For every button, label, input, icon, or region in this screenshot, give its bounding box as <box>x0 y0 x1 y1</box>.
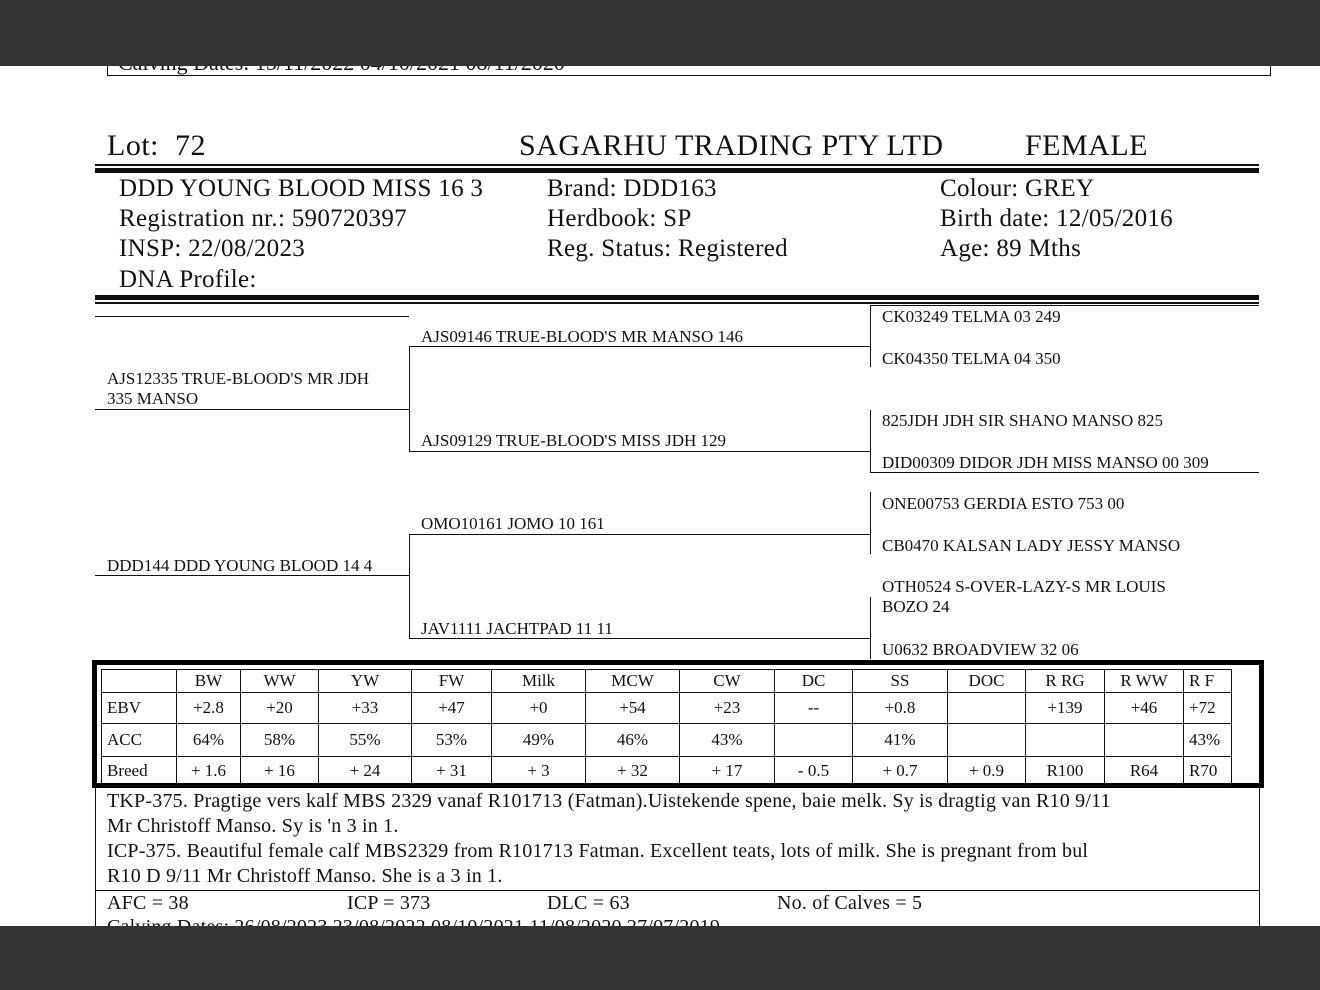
ebv-cell: - 0.5 <box>775 757 853 786</box>
ebv-cell: FW <box>412 670 492 693</box>
ebv-cell <box>1105 724 1184 757</box>
afc-stat: AFC = 38 <box>107 892 189 914</box>
ebv-cell: +47 <box>412 693 492 724</box>
header-rule-thick <box>95 168 1259 173</box>
ebv-cell: R WW <box>1105 670 1184 693</box>
ebv-cell: +33 <box>319 693 412 724</box>
ebv-cell: +0 <box>492 693 586 724</box>
ebv-row <box>102 757 1232 786</box>
ebv-cell: 55% <box>319 724 412 757</box>
ebv-cell <box>948 693 1026 724</box>
pedigree-dam: DDD144 DDD YOUNG BLOOD 14 4 <box>107 556 373 575</box>
pedigree-ggp-2: CK04350 TELMA 04 350 <box>882 349 1061 368</box>
comment-english-line2: R10 D 9/11 Mr Christoff Manso. She is a 3 in 1. <box>107 865 503 887</box>
ebv-cell: +46 <box>1105 693 1184 724</box>
ebv-cell <box>948 724 1026 757</box>
header-rule-thin <box>95 164 1259 166</box>
ebv-row-label: ACC <box>102 724 177 757</box>
pedigree-line <box>870 410 871 472</box>
details-rule-thick <box>95 295 1259 300</box>
pedigree-line <box>409 534 410 638</box>
ebv-table <box>101 669 1232 786</box>
comment-box-left <box>95 788 96 928</box>
pedigree-sire-sire: AJS09146 TRUE-BLOOD'S MR MANSO 146 <box>421 327 744 346</box>
pedigree-sire: AJS12335 TRUE-BLOOD'S MR JDH 335 MANSO <box>107 369 370 408</box>
ebv-cell: Milk <box>492 670 586 693</box>
ebv-cell: + 17 <box>680 757 775 786</box>
pedigree-ggp-3: 825JDH JDH SIR SHANO MANSO 825 <box>882 411 1164 430</box>
pedigree-line <box>870 305 1259 306</box>
pedigree-line <box>870 597 871 659</box>
ebv-cell: DC <box>775 670 853 693</box>
pedigree-dam-sire: OMO10161 JOMO 10 161 <box>421 514 605 533</box>
calves-stat: No. of Calves = 5 <box>777 892 923 914</box>
colour: Colour: GREY <box>940 175 1095 202</box>
ebv-cell: 43% <box>1184 724 1232 757</box>
ebv-cell: + 32 <box>586 757 680 786</box>
ebv-table-frame <box>92 660 1264 788</box>
ebv-row-label: EBV <box>102 693 177 724</box>
ebv-cell: BW <box>177 670 241 693</box>
comment-box-right <box>1259 788 1260 928</box>
ebv-cell: R64 <box>1105 757 1184 786</box>
comment-afrikaans-line2: Mr Christoff Manso. Sy is 'n 3 in 1. <box>107 815 399 837</box>
ebv-cell: 53% <box>412 724 492 757</box>
lot-label-text: Lot: <box>107 129 159 162</box>
pedigree-ggp-4: DID00309 DIDOR JDH MISS MANSO 00 309 <box>882 453 1209 472</box>
pedigree-ggp-6: CB0470 KALSAN LADY JESSY MANSO <box>882 536 1181 555</box>
ebv-row <box>102 724 1232 757</box>
ebv-cell: + 0.9 <box>948 757 1026 786</box>
age: Age: 89 Mths <box>940 235 1082 262</box>
viewer-bottom-bar <box>0 926 1320 990</box>
pedigree-ggp-1: CK03249 TELMA 03 249 <box>882 307 1061 326</box>
dna-profile: DNA Profile: <box>119 266 257 293</box>
brand: Brand: DDD163 <box>547 175 717 202</box>
ebv-cell: +54 <box>586 693 680 724</box>
ebv-cell: 49% <box>492 724 586 757</box>
ebv-cell: + 31 <box>412 757 492 786</box>
lot-number: 72 <box>175 129 206 162</box>
pedigree-ggp-5: ONE00753 GERDIA ESTO 753 00 <box>882 494 1125 513</box>
sex-label: FEMALE <box>1025 129 1148 162</box>
pedigree-ggp-8: U0632 BROADVIEW 32 06 <box>882 640 1079 659</box>
ebv-cell: +139 <box>1026 693 1105 724</box>
ebv-row-label <box>102 670 177 693</box>
details-rule-thin <box>95 302 1259 304</box>
insp-date: INSP: 22/08/2023 <box>119 235 306 262</box>
pedigree-line <box>95 409 409 410</box>
viewer-top-bar <box>0 0 1320 66</box>
ebv-cell: R70 <box>1184 757 1232 786</box>
pedigree-line <box>409 346 410 451</box>
ebv-cell: MCW <box>586 670 680 693</box>
ebv-cell: 43% <box>680 724 775 757</box>
ebv-header-row <box>102 670 1232 693</box>
seller-name: SAGARHU TRADING PTY LTD <box>519 129 944 162</box>
herdbook: Herdbook: SP <box>547 205 692 232</box>
reg-status: Reg. Status: Registered <box>547 235 788 262</box>
comment-afrikaans-line1: TKP-375. Pragtige vers kalf MBS 2329 vanaf R101713 (Fatman).Uistekende spene, baie melk. Sy is dragtig van R10 9/11 <box>107 790 1111 812</box>
pedigree-line <box>870 305 871 367</box>
ebv-cell: 64% <box>177 724 241 757</box>
pedigree-ggp-7: OTH0524 S-OVER-LAZY-S MR LOUIS BOZO 24 <box>882 577 1166 616</box>
pedigree-line <box>409 534 870 535</box>
lot-label <box>107 129 206 163</box>
pedigree-dam-dam: JAV1111 JACHTPAD 11 11 <box>421 619 613 638</box>
ebv-cell: + 1.6 <box>177 757 241 786</box>
ebv-row-label: Breed <box>102 757 177 786</box>
ebv-cell: R RG <box>1026 670 1105 693</box>
ebv-cell: -- <box>775 693 853 724</box>
ebv-cell: +72 <box>1184 693 1232 724</box>
pedigree-sire-dam: AJS09129 TRUE-BLOOD'S MISS JDH 129 <box>421 431 727 450</box>
ebv-cell: WW <box>241 670 319 693</box>
ebv-cell <box>1026 724 1105 757</box>
ebv-cell: 58% <box>241 724 319 757</box>
ebv-cell: SS <box>853 670 948 693</box>
ebv-cell <box>775 724 853 757</box>
ebv-cell: + 24 <box>319 757 412 786</box>
ebv-cell: + 16 <box>241 757 319 786</box>
ebv-cell: CW <box>680 670 775 693</box>
dlc-stat: DLC = 63 <box>547 892 630 914</box>
ebv-cell: +0.8 <box>853 693 948 724</box>
ebv-cell: R100 <box>1026 757 1105 786</box>
pedigree-line <box>95 316 409 317</box>
comment-box-divider <box>95 890 1260 891</box>
ebv-cell: + 3 <box>492 757 586 786</box>
birth-date: Birth date: 12/05/2016 <box>940 205 1173 232</box>
ebv-cell: + 0.7 <box>853 757 948 786</box>
icp-stat: ICP = 373 <box>347 892 431 914</box>
ebv-cell: +20 <box>241 693 319 724</box>
pedigree-line <box>870 492 871 554</box>
ebv-cell: YW <box>319 670 412 693</box>
comment-english-line1: ICP-375. Beautiful female calf MBS2329 from R101713 Fatman. Excellent teats, lots of milk. She is pregnant from bul <box>107 840 1089 862</box>
ebv-cell: 41% <box>853 724 948 757</box>
pedigree-line <box>409 451 870 452</box>
animal-name: DDD YOUNG BLOOD MISS 16 3 <box>119 175 484 202</box>
ebv-cell: +23 <box>680 693 775 724</box>
ebv-cell: DOC <box>948 670 1026 693</box>
ebv-row <box>102 693 1232 724</box>
ebv-cell: 46% <box>586 724 680 757</box>
ebv-cell: R F <box>1184 670 1232 693</box>
registration-number: Registration nr.: 590720397 <box>119 205 407 232</box>
ebv-cell: +2.8 <box>177 693 241 724</box>
